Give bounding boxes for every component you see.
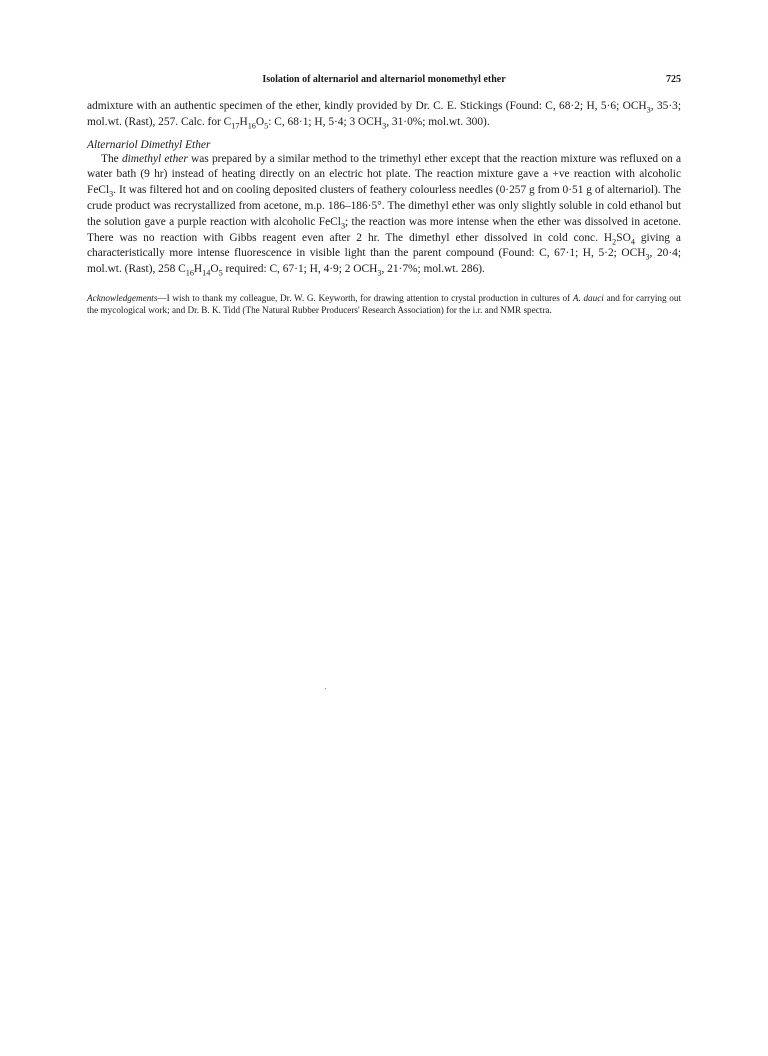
acknowledgements: Acknowledgements—I wish to thank my colleague, Dr. W. G. Keyworth, for drawing attention to crystal production in cultures of A. dauci and for carrying out the mycological work; and Dr. B. K. Tidd (The Natural Rubber Producers' Research Association) for the i.r. and NMR spectra. <box>87 292 682 316</box>
running-header <box>87 74 681 85</box>
page-number: 725 <box>666 74 681 85</box>
running-title: Isolation of alternariol and alternariol monomethyl ether <box>262 74 506 85</box>
stray-mark <box>325 688 326 689</box>
section-heading: Alternariol Dimethyl Ether <box>87 138 211 151</box>
continuation-paragraph: admixture with an authentic specimen of the ether, kindly provided by Dr. C. E. Stickings (Found: C, 68·2; H, 5·6; $OCH_3$, 35·3; mol.wt. (Rast), 257. Calc. for $C_{17}H_{16}O_5$: C, 68·1; H, 5·4; 3 $OCH_3$, 31·0%; mol.wt. 300). <box>87 100 682 131</box>
dimethyl-ether-paragraph: The dimethyl ether was prepared by a similar method to the trimethyl ether except that the reaction mixture was refluxed on a water bath (9 hr) instead of heating directly on an electric hot plate. The reaction mixture gave a +ve reaction with alcoholic FeCl$_3$. It was filtered hot and on cooling deposited clusters of feathery colourless needles (0·257 g from 0·51 g of alternariol). The crude product was recrystallized from acetone, m.p. 186–186·5°. The dimethyl ether was only slightly soluble in cold ethanol but the solution gave a purple reaction with alcoholic FeCl$_3$; the reaction was more intense when the ether was dissolved in acetone. There was no reaction with Gibbs reagent even after 2 hr. The dimethyl ether dissolved in cold conc. $H_2SO_4$ giving a characteristically more intense fluorescence in visible light than the parent compound (Found: C, 67·1; H, 5·2; $OCH_3$, 20·4; mol.wt. (Rast), 258 $C_{16}H_{14}O_5$ required: C, 67·1; H, 4·9; 2 $OCH_3$, 21·7%; mol.wt. 286). <box>87 152 681 278</box>
journal-page <box>87 74 681 317</box>
